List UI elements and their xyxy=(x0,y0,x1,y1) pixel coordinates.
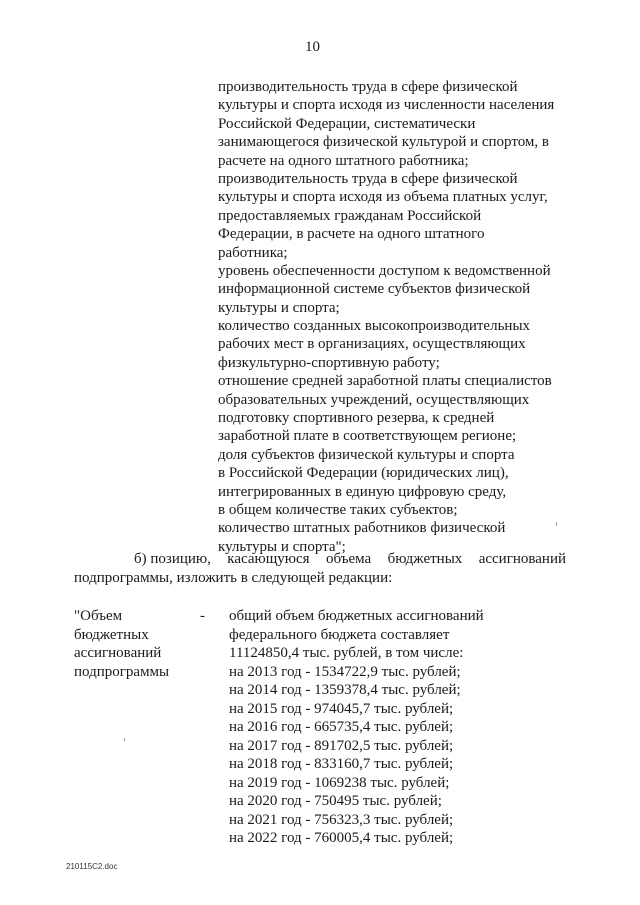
intro-word: ассигнований xyxy=(478,551,566,567)
indicator-line: культуры и спорта исходя из численности населения xyxy=(218,97,555,114)
indicator-line: работника; xyxy=(218,244,288,261)
label-line: ассигнований xyxy=(74,645,162,661)
intro-first-line xyxy=(74,550,566,569)
budget-dash: - xyxy=(200,608,205,624)
indicator-line: Федерации, в расчете на одного штатного xyxy=(218,226,485,243)
indicator-line: расчете на одного штатного работника; xyxy=(218,152,469,169)
indicator-line: культуры и спорта"; xyxy=(218,538,346,555)
value-line: на 2015 год - 974045,7 тыс. рублей; xyxy=(229,700,454,717)
value-line: на 2020 год - 750495 тыс. рублей; xyxy=(229,793,442,809)
value-line: на 2021 год - 756323,3 тыс. рублей; xyxy=(229,811,454,828)
indicator-line: Российской Федерации, систематически xyxy=(218,115,476,132)
value-line: на 2017 год - 891702,5 тыс. рублей; xyxy=(229,737,454,754)
indicator-line: занимающегося физической культурой и спортом, в xyxy=(218,134,550,151)
indicator-line: уровень обеспеченности доступом к ведомственной xyxy=(218,262,551,279)
label-line: "Объем xyxy=(74,608,123,624)
intro-word: б) позицию, xyxy=(134,551,211,567)
intro-word: бюджетных xyxy=(387,551,463,567)
value-line: общий объем бюджетных ассигнований xyxy=(229,608,484,624)
scan-speck xyxy=(124,738,125,741)
page-number: 10 xyxy=(305,39,320,55)
intro-word: касающуюся xyxy=(227,551,310,567)
value-line: на 2013 год - 1534722,9 тыс. рублей; xyxy=(229,663,461,680)
indicator-line: количество созданных высокопроизводительных xyxy=(218,318,531,335)
value-line: федерального бюджета составляет xyxy=(229,626,450,643)
budget-label xyxy=(74,607,204,681)
indicator-line: рабочих мест в организациях, осуществляющих xyxy=(218,336,526,353)
value-line: на 2022 год - 760005,4 тыс. рублей; xyxy=(229,830,454,846)
indicator-line: физкультурно-спортивную работу; xyxy=(218,354,440,371)
indicator-line: интегрированных в единую цифровую среду, xyxy=(218,483,507,500)
value-line: на 2016 год - 665735,4 тыс. рублей; xyxy=(229,719,454,735)
budget-values xyxy=(229,607,569,848)
value-line: на 2018 год - 833160,7 тыс. рублей; xyxy=(229,756,454,772)
scan-speck xyxy=(556,522,557,526)
indicator-line: культуры и спорта исходя из объема платных услуг, xyxy=(218,189,548,206)
indicator-line: заработной плате в соответствующем регионе; xyxy=(218,428,517,445)
indicator-line: информационной системе субъектов физической xyxy=(218,281,531,298)
indicator-line: предоставляемых гражданам Российской xyxy=(218,207,482,224)
indicators-list xyxy=(218,78,570,556)
intro-word: объема xyxy=(325,551,372,567)
footer-filename: 210115С2.doc xyxy=(66,862,118,871)
indicator-line: в общем количестве таких субъектов; xyxy=(218,501,458,518)
label-line: бюджетных xyxy=(74,626,149,643)
intro-second-line: подпрограммы, изложить в следующей редакции: xyxy=(74,569,393,586)
value-line: на 2019 год - 1069238 тыс. рублей; xyxy=(229,774,450,791)
indicator-line: отношение средней заработной платы специалистов xyxy=(218,373,552,390)
value-line: на 2014 год - 1359378,4 тыс. рублей; xyxy=(229,682,461,698)
intro-paragraph xyxy=(74,550,566,587)
indicator-line: подготовку спортивного резерва, к средней xyxy=(218,410,495,427)
label-line: подпрограммы xyxy=(74,663,170,680)
indicator-line: количество штатных работников физической xyxy=(218,520,506,537)
indicator-line: культуры и спорта; xyxy=(218,299,340,316)
indicator-line: образовательных учреждений, осуществляющих xyxy=(218,391,530,408)
value-line: 11124850,4 тыс. рублей, в том числе: xyxy=(229,645,464,661)
indicator-line: в Российской Федерации (юридических лиц), xyxy=(218,465,509,482)
indicator-line: производительность труда в сфере физической xyxy=(218,170,518,187)
indicator-line: доля субъектов физической культуры и спорта xyxy=(218,446,515,463)
indicator-line: производительность труда в сфере физической xyxy=(218,79,518,95)
